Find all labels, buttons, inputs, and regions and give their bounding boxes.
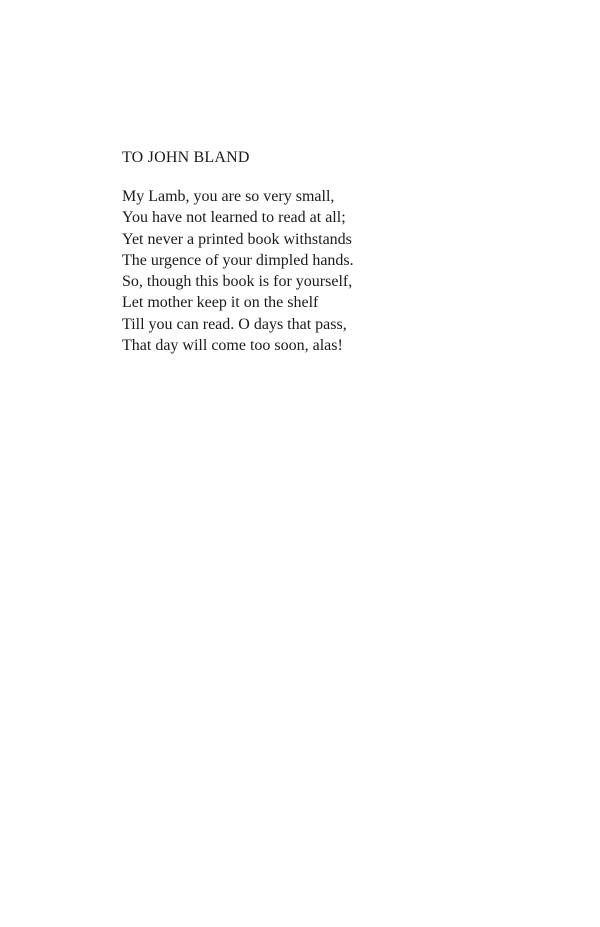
- poem-line: The urgence of your dimpled hands.: [122, 251, 354, 269]
- poem: [122, 146, 542, 356]
- poem-lines: [122, 186, 542, 356]
- poem-title: TO JOHN BLAND: [122, 149, 250, 166]
- poem-line: That day will come too soon, alas!: [122, 337, 343, 355]
- poem-line: Till you can read. O days that pass,: [122, 315, 347, 333]
- poem-line: My Lamb, you are so very small,: [122, 188, 335, 205]
- poem-line: You have not learned to read at all;: [122, 209, 346, 227]
- poem-line: Yet never a printed book withstands: [122, 230, 352, 248]
- poem-line: Let mother keep it on the shelf: [122, 294, 319, 312]
- poem-line: So, though this book is for yourself,: [122, 273, 353, 291]
